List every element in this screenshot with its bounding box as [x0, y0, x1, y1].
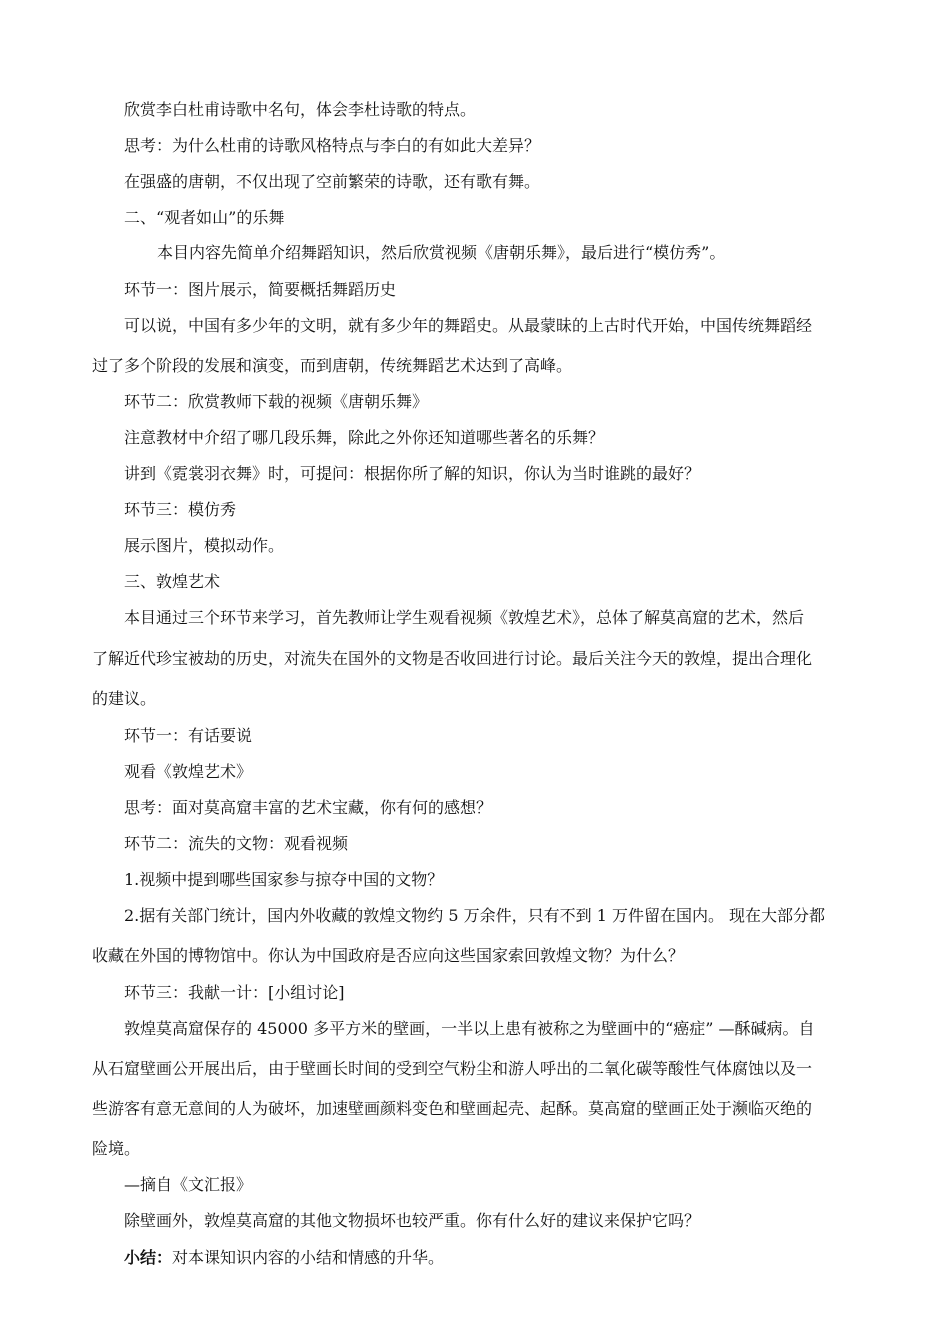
- citation: —摘自《文汇报》: [124, 1175, 253, 1194]
- paragraph: 思考：面对莫高窟丰富的艺术宝藏，你有何的感想？: [124, 798, 493, 817]
- paragraph: 些游客有意无意间的人为破坏，加速壁画颜料变色和壁画起壳、起酥。莫高窟的壁画正处于濒临灭绝的: [92, 1099, 813, 1118]
- paragraph: 敦煌莫高窟保存的 45000 多平方米的壁画，一半以上患有被称之为壁画中的“癌症” —酥碱病。自: [124, 1019, 815, 1038]
- summary-line: [124, 1248, 444, 1268]
- summary-text: 对本课知识内容的小结和情感的升华。: [172, 1248, 445, 1267]
- paragraph: 本目内容先简单介绍舞蹈知识，然后欣赏视频《唐朝乐舞》，最后进行“模仿秀”。: [157, 243, 726, 262]
- subsection-heading: 环节二：流失的文物：观看视频: [124, 834, 349, 853]
- paragraph: 2.据有关部门统计，国内外收藏的敦煌文物约 5 万余件，只有不到 1 万件留在国内。 现在大部分都: [124, 906, 826, 925]
- subsection-heading: 环节二：欣赏教师下载的视频《唐朝乐舞》: [124, 392, 429, 411]
- paragraph: 险境。: [92, 1139, 141, 1158]
- subsection-heading: 环节三：我献一计：[小组讨论]: [124, 983, 345, 1002]
- paragraph: 收藏在外国的博物馆中。你认为中国政府是否应向这些国家索回敦煌文物？为什么？: [92, 946, 685, 965]
- subsection-heading: 环节三：模仿秀: [124, 500, 237, 519]
- paragraph: 的建议。: [92, 689, 157, 708]
- paragraph: 过了多个阶段的发展和演变，而到唐朝，传统舞蹈艺术达到了高峰。: [92, 356, 573, 375]
- paragraph: 观看《敦煌艺术》: [124, 762, 253, 781]
- paragraph: 1.视频中提到哪些国家参与掠夺中国的文物？: [124, 870, 444, 889]
- summary-label: 小结：: [124, 1248, 173, 1267]
- paragraph: 注意教材中介绍了哪几段乐舞，除此之外你还知道哪些著名的乐舞？: [124, 428, 605, 447]
- paragraph: 在强盛的唐朝，不仅出现了空前繁荣的诗歌，还有歌有舞。: [124, 172, 541, 191]
- paragraph: 展示图片，模拟动作。: [124, 536, 285, 555]
- subsection-heading: 环节一：图片展示，简要概括舞蹈历史: [124, 280, 397, 299]
- section-heading: 二、“观者如山”的乐舞: [124, 208, 285, 227]
- paragraph: 本目通过三个环节来学习，首先教师让学生观看视频《敦煌艺术》，总体了解莫高窟的艺术，然后: [124, 608, 805, 627]
- paragraph: 除壁画外，敦煌莫高窟的其他文物损坏也较严重。你有什么好的建议来保护它吗？: [124, 1211, 701, 1230]
- paragraph: 讲到《霓裳羽衣舞》时，可提问：根据你所了解的知识，你认为当时谁跳的最好？: [124, 464, 701, 483]
- paragraph: 从石窟壁画公开展出后，由于壁画长时间的受到空气粉尘和游人呼出的二氧化碳等酸性气体腐蚀以及一: [92, 1059, 813, 1078]
- section-heading: 三、敦煌艺术: [124, 572, 221, 591]
- paragraph: 可以说，中国有多少年的文明，就有多少年的舞蹈史。从最蒙昧的上古时代开始，中国传统舞蹈经: [124, 316, 813, 335]
- paragraph: 欣赏李白杜甫诗歌中名句，体会李杜诗歌的特点。: [124, 100, 477, 119]
- paragraph: 思考：为什么杜甫的诗歌风格特点与李白的有如此大差异？: [124, 136, 541, 155]
- paragraph: 了解近代珍宝被劫的历史，对流失在国外的文物是否收回进行讨论。最后关注今天的敦煌，提出合理化: [92, 649, 813, 668]
- subsection-heading: 环节一：有话要说: [124, 726, 253, 745]
